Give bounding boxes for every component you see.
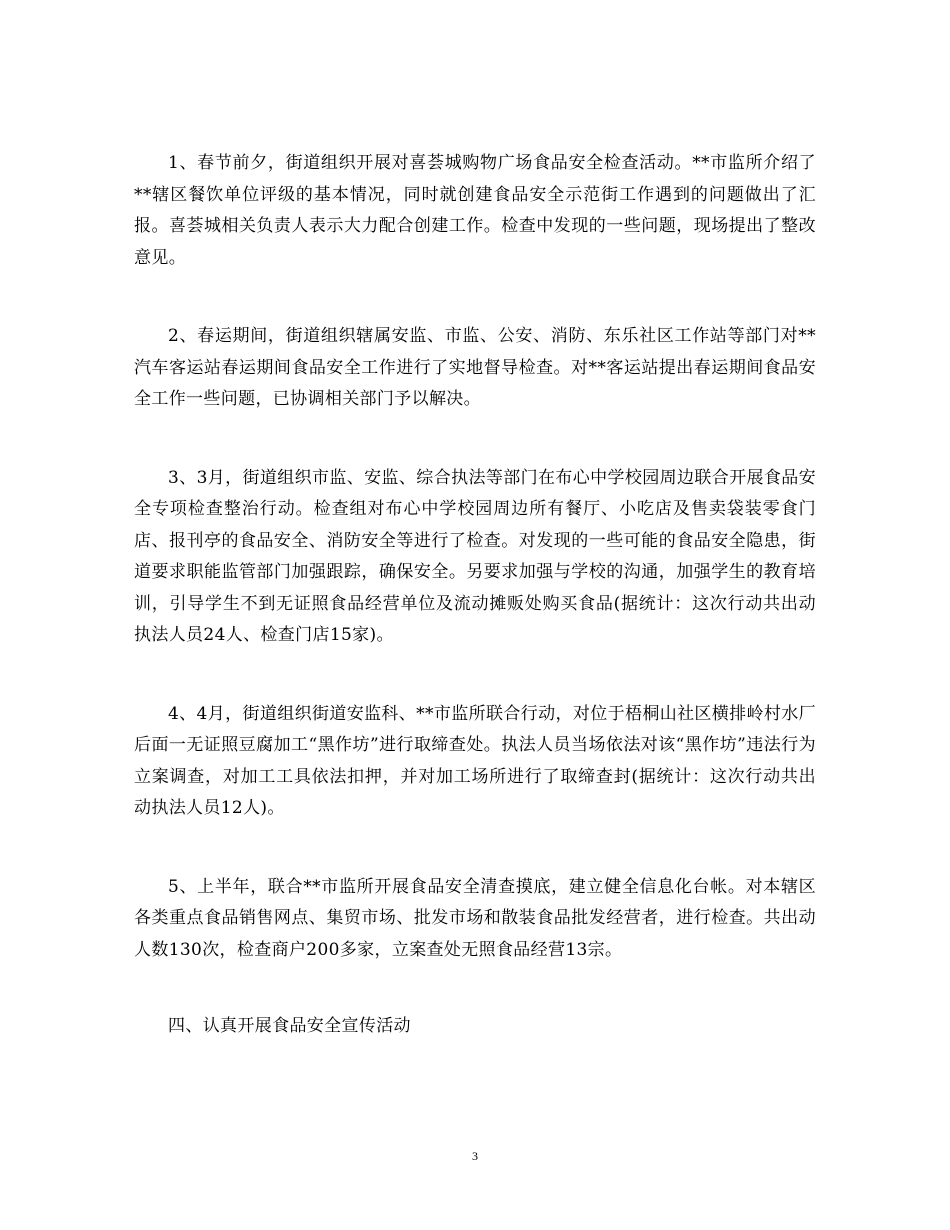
paragraph-4: 4、4月，街道组织街道安监科、**市监所联合行动，对位于梧桐山社区横排岭村水厂后面一无证照豆腐加工“黑作坊”进行取缔查处。执法人员当场依法对该“黑作坊”违法行为立案调查，对加工工具依法扣押，并对加工场所进行了取缔查封(据统计：这次行动共出动执法人员12人)。 [134,703,816,818]
paragraph-2: 2、春运期间，街道组织辖属安监、市监、公安、消防、东乐社区工作站等部门对**汽车客运站春运期间食品安全工作进行了实地督导检查。对**客运站提出春运期间食品安全工作一些问题，已协调相关部门予以解决。 [134,326,816,409]
section-heading: 四、认真开展食品安全宣传活动 [168,1016,411,1036]
paragraph-1: 1、春节前夕，街道组织开展对喜荟城购物广场食品安全检查活动。**市监所介绍了**辖区餐饮单位评级的基本情况，同时就创建食品安全示范街工作遇到的问题做出了汇报。喜荟城相关负责人表示大力配合创建工作。检查中发现的一些问题，现场提出了整改意见。 [134,153,816,268]
paragraph-5: 5、上半年，联合**市监所开展食品安全清查摸底，建立健全信息化台帐。对本辖区各类重点食品销售网点、集贸市场、批发市场和散装食品批发经营者，进行检查。共出动人数130次，检查商户200多家，立案查处无照食品经营13宗。 [134,876,816,960]
document-body [134,148,816,1043]
paragraph-3: 3、3月，街道组织市监、安监、综合执法等部门在布心中学校园周边联合开展食品安全专项检查整治行动。检查组对布心中学校园周边所有餐厅、小吃店及售卖袋装零食门店、报刊亭的食品安全、消防安全等进行了检查。对发现的一些可能的食品安全隐患，街道要求职能监管部门加强跟踪，确保安全。另要求加强与学校的沟通，加强学生的教育培训，引导学生不到无证照食品经营单位及流动摊贩处购买食品(据统计：这次行动共出动执法人员24人、检查门店15家)。 [134,467,816,645]
page-number: 3 [472,1149,478,1163]
